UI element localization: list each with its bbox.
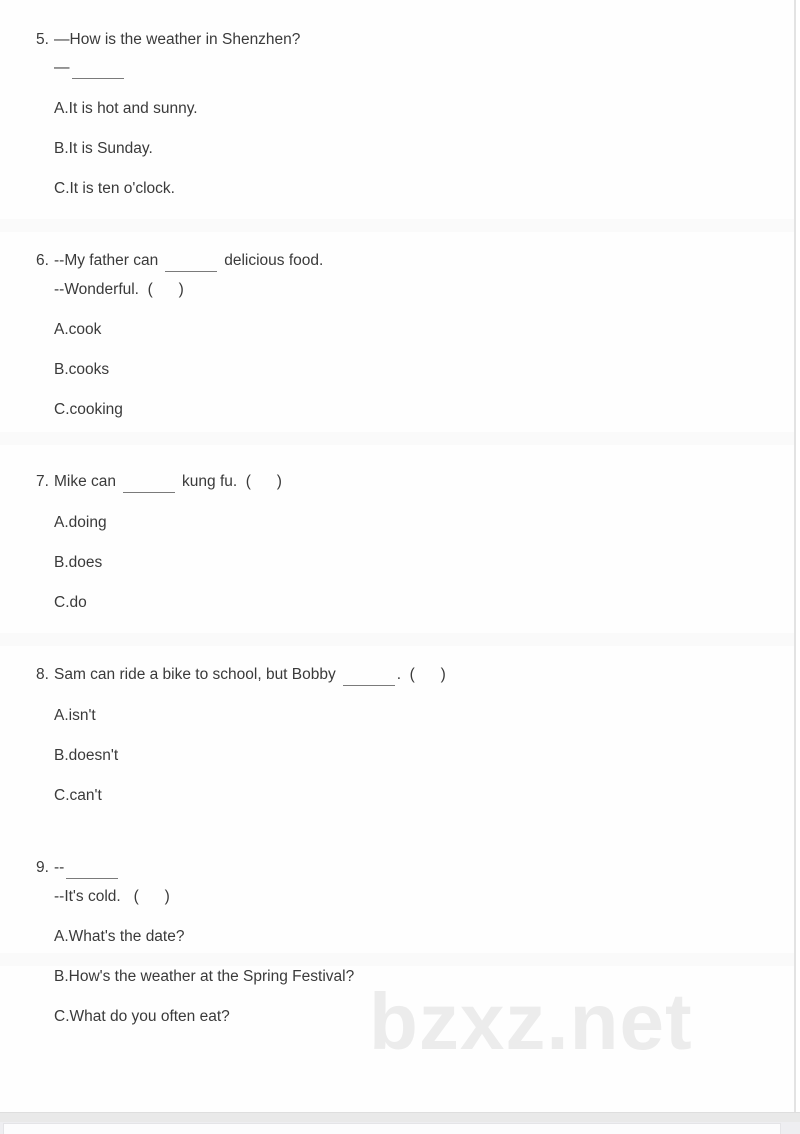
question-text — [36, 887, 754, 907]
test-questions — [36, 30, 754, 1027]
question-6 — [36, 251, 754, 420]
option-a: A.What's the date? — [54, 928, 185, 945]
next-page-edge — [0, 1122, 800, 1134]
answer-blank — [343, 673, 395, 686]
option-b: B.cooks — [54, 361, 110, 378]
question-number: 6. — [36, 252, 49, 269]
question-line: -- — [54, 859, 65, 876]
option-a: A.cook — [54, 321, 102, 338]
question-number: 5. — [36, 31, 49, 48]
watermark: bzxz.net — [369, 977, 693, 1066]
option-c: C.cooking — [54, 401, 123, 418]
question-line: Sam can ride a bike to school, but Bobby — [54, 666, 336, 683]
option-b: B.doesn't — [54, 747, 119, 764]
question-line: —How is the weather in Shenzhen? — [54, 31, 301, 48]
next-page-sheet — [3, 1123, 781, 1134]
question-text — [36, 58, 754, 79]
option-a: A.It is hot and sunny. — [54, 100, 198, 117]
question-text: 7. Mike can kung fu. ( ) — [36, 472, 754, 493]
question-9 — [36, 858, 754, 1027]
question-number: 7. — [36, 473, 49, 490]
question-text — [36, 280, 754, 300]
question-text — [36, 30, 754, 50]
option-c: C.It is ten o'clock. — [54, 180, 175, 197]
question-5 — [36, 30, 754, 199]
option-a: A.doing — [54, 514, 107, 531]
page-separator — [0, 1112, 800, 1122]
option-a: A.isn't — [54, 707, 96, 724]
option-c: C.What do you often eat? — [54, 1008, 230, 1025]
question-number: 9. — [36, 859, 49, 876]
option-b: B.does — [54, 554, 103, 571]
question-7 — [36, 472, 754, 613]
option-c: C.do — [54, 594, 87, 611]
question-text: 6. --My father can delicious food. — [36, 251, 754, 272]
option-b: B.It is Sunday. — [54, 140, 153, 157]
question-line: — — [54, 59, 70, 76]
option-c: C.can't — [54, 787, 102, 804]
answer-blank — [66, 866, 118, 879]
question-8 — [36, 665, 754, 806]
question-line: --Wonderful. ( ) — [54, 281, 184, 298]
option-b: B.How's the weather at the Spring Festival? — [54, 968, 355, 985]
answer-blank — [165, 259, 217, 272]
question-line: --It's cold. ( ) — [54, 888, 170, 905]
question-line: Mike can — [54, 473, 117, 490]
answer-blank — [72, 66, 124, 79]
question-text — [36, 858, 754, 879]
answer-blank — [123, 480, 175, 493]
question-number: 8. — [36, 666, 49, 683]
question-line: --My father can — [54, 252, 159, 269]
question-text: 8. Sam can ride a bike to school, but Bobby . ( ) — [36, 665, 754, 686]
